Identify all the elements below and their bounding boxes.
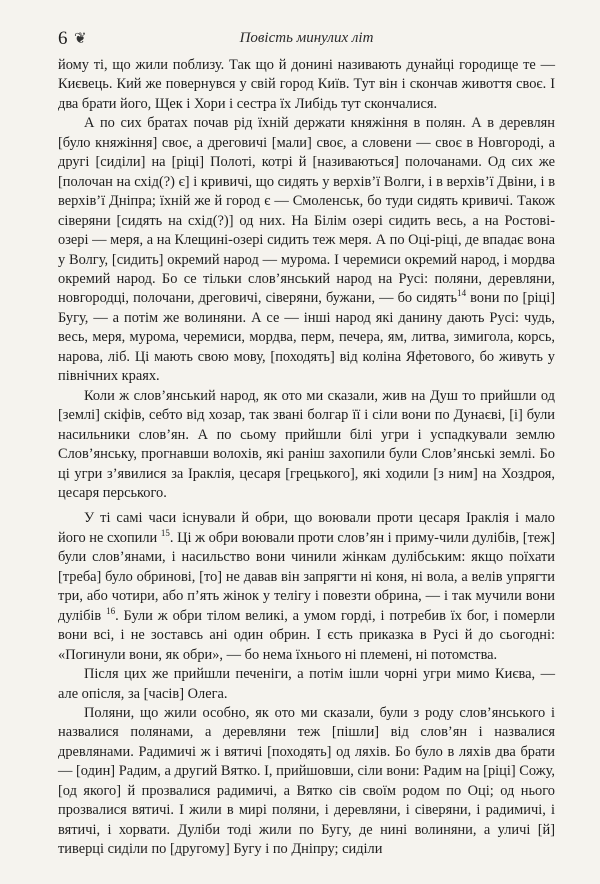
footnote-marker: 14 xyxy=(457,288,467,299)
paragraph: Поляни, що жили особно, як ото ми сказали, були з роду слов’янського і назвалися полянами, а деревляни теж [пішли] від слов’ян і назвалися древлянами. Радимичі ж і вятичі [походять] од ляхів. Бо було в ляхів два брати — [один] Радим, а другий Вятко. І, прийшовши, сіли вони: Радим на [ріці] Сожу, [од якого] й прозвалися радимичі, а Вятко сів своїм родом по Оці; од нього прозвалися вятичі. І жили в мирі поляни, і деревляни, і сіверяни, і радимичі, і вятичі, і хорвати. Дуліби тоді жили по Бугу, де нині волиняни, а уличі [й] тиверці сиділи по [другому] Бугу і по Дніпру; сиділи xyxy=(58,704,555,858)
footnote-marker: 15 xyxy=(160,528,170,539)
paragraph: У ті самі часи існували й обри, що воювали проти цесаря Іраклія і мало його не схопили $^{15}$. Ці ж обри воювали проти слов’ян і приму-чили дулібів, [теж] були слов’янами, і насильство вони чинили жінкам дулібським: якщо поїхати [треба] було обринові, [то] не давав він запрягти ні коня, ні вола, а велів упрягти три, або чотири, або п’ять жінок у телігу і повезти обрина, — і так мучили вони дулібів $^{16}$. Були ж обри тілом великі, а умом горді, і потребив їх бог, і померли вони всі, і не зоставсь ані один обрин. І єсть приказка в Русі й до сьогодні: «Погинули вони, як обри», — бо нема їхнього ні племені, ні потомства. xyxy=(58,510,555,663)
paragraph: Після цих же прийшли печеніги, а потім ішли чорні угри мимо Києва, — але опісля, за [часів] Олега. xyxy=(58,666,555,702)
book-title: Повість минулих літ xyxy=(239,30,374,46)
body-text xyxy=(58,56,555,860)
paragraph: А по сих братах почав рід їхній держати княжіння в полян. А в деревлян [було княжіння] своє, а дреговичі [мали] своє, а словени — своє в Новгороді, а другі [сиділи] на [ріці] Полоті, котрі й [називаються] полочанами. Од сих же [полочан на схід(?) є] і кривичі, що сидять у верхів’ї Волги, і в верхів’ї Двіни, і в верхів’ї Дніпра; їхній же й город є — Смоленськ, бо туди сидять кривичі. Також сіверяни [сидять на схід(?)] од них. На Білім озері сидить весь, а на Ростові-озері — меря, а на Клещині-озері сидить теж меря. А по Оці-ріці, де впадає вона у Волгу, [сидить] окремий народ — мурома. І черемиси окремий народ, і мордва окремий народ. Бо се тільки слов’янський народ на Русі: поляни, деревляни, новгородці, полочани, дреговичі, сіверяни, бужани, — бо сидять$^{14}$ вони по [ріці] Бугу, — а потім же волиняни. А се — інші народ які данину дають Русі: чудь, весь, меря, мурома, черемиси, мордва, перм, печера, ям, литва, зимигола, корсь, нарова, ліб. Ці мають свою мову, [походять] від коліна Яфетового, бо живуть у північних краях. xyxy=(58,115,555,385)
footnote-marker: 16 xyxy=(106,605,116,616)
running-head xyxy=(58,28,555,50)
ornament-icon: ❦ xyxy=(74,31,87,47)
page-number: 6 xyxy=(58,28,68,49)
paragraph: Коли ж слов’янський народ, як ото ми сказали, жив на Душ то прийшли од [землі] скіфів, себто від хозар, так звані болгар її і сіли вони по Дунаєві, [і] були насильники слов’ян. А по сьому прийшли білі угри і успадкували землю Слов’янську, прогнавши волохів, які раніш захопили були Слов’янські землі. Бо ці угри з’явилися за Іраклія, цесаря [грецького], які ходили [з ним] на Хоздроя, цесаря перського. xyxy=(58,387,555,501)
paragraph: йому ті, що жили поблизу. Так що й донині називають дунайці городище те — Києвець. Кий же повернувся у свій город Київ. Тут він і скончав живоття своє. І два брати його, Щек і Хори і сестра їх Либідь тут скончалися. xyxy=(58,57,555,112)
